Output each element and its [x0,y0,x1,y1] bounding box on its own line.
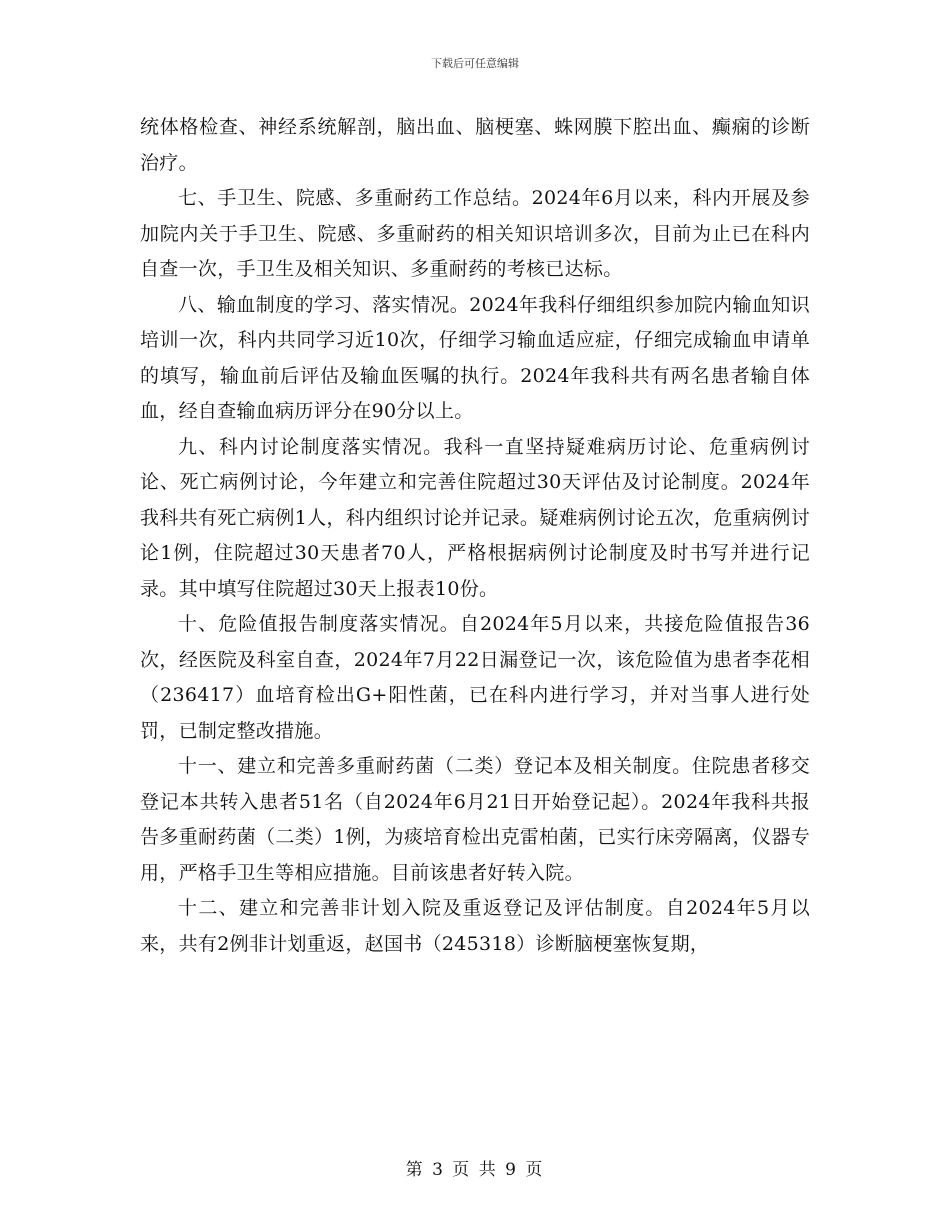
document-body [140,110,810,962]
paragraph-item-11: 十一、建立和完善多重耐药菌（二类）登记本及相关制度。住院患者移交登记本共转入患者51名（自2024年6月21日开始登记起）。2024年我科共报告多重耐药菌（二类）1例，为痰培育检出克雷柏菌，已实行床旁隔离，仪器专用，严格手卫生等相应措施。目前该患者好转入院。 [140,755,810,884]
paragraph-item-9: 九、科内讨论制度落实情况。我科一直坚持疑难病历讨论、危重病例讨论、死亡病例讨论，今年建立和完善住院超过30天评估及讨论制度。2024年我科共有死亡病例1人，科内组织讨论并记录。疑难病例讨论五次，危重病例讨论1例，住院超过30天患者70人，严格根据病例讨论制度及时书写并进行记录。其中填写住院超过30天上报表10份。 [140,435,810,600]
page-number-footer: 第 3 页 共 9 页 [405,1160,545,1180]
paragraph-item-12: 十二、建立和完善非计划入院及重返登记及评估制度。自2024年5月以来，共有2例非计划重返，赵国书（245318）诊断脑梗塞恢复期， [140,897,810,955]
paragraph-item-10: 十、危险值报告制度落实情况。自2024年5月以来，共接危险值报告36次，经医院及科室自查，2024年7月22日漏登记一次，该危险值为患者李花相（236417）血培育检出G+阳性菌，已在科内进行学习，并对当事人进行处罚，已制定整改措施。 [140,613,810,742]
paragraph-item-7: 七、手卫生、院感、多重耐药工作总结。2024年6月以来，科内开展及参加院内关于手卫生、院感、多重耐药的相关知识培训多次，目前为止已在科内自查一次，手卫生及相关知识、多重耐药的考核已达标。 [140,187,810,280]
paragraph-continuation: 统体格检查、神经系统解剖，脑出血、脑梗塞、蛛网膜下腔出血、癫痫的诊断治疗。 [140,116,810,174]
paragraph-item-8: 八、输血制度的学习、落实情况。2024年我科仔细组织参加院内输血知识培训一次，科内共同学习近10次，仔细学习输血适应症，仔细完成输血申请单的填写，输血前后评估及输血医嘱的执行。2024年我科共有两名患者输自体血，经自查输血病历评分在90分以上。 [140,293,810,422]
page-header-note: 下载后可任意编辑 [431,57,519,70]
